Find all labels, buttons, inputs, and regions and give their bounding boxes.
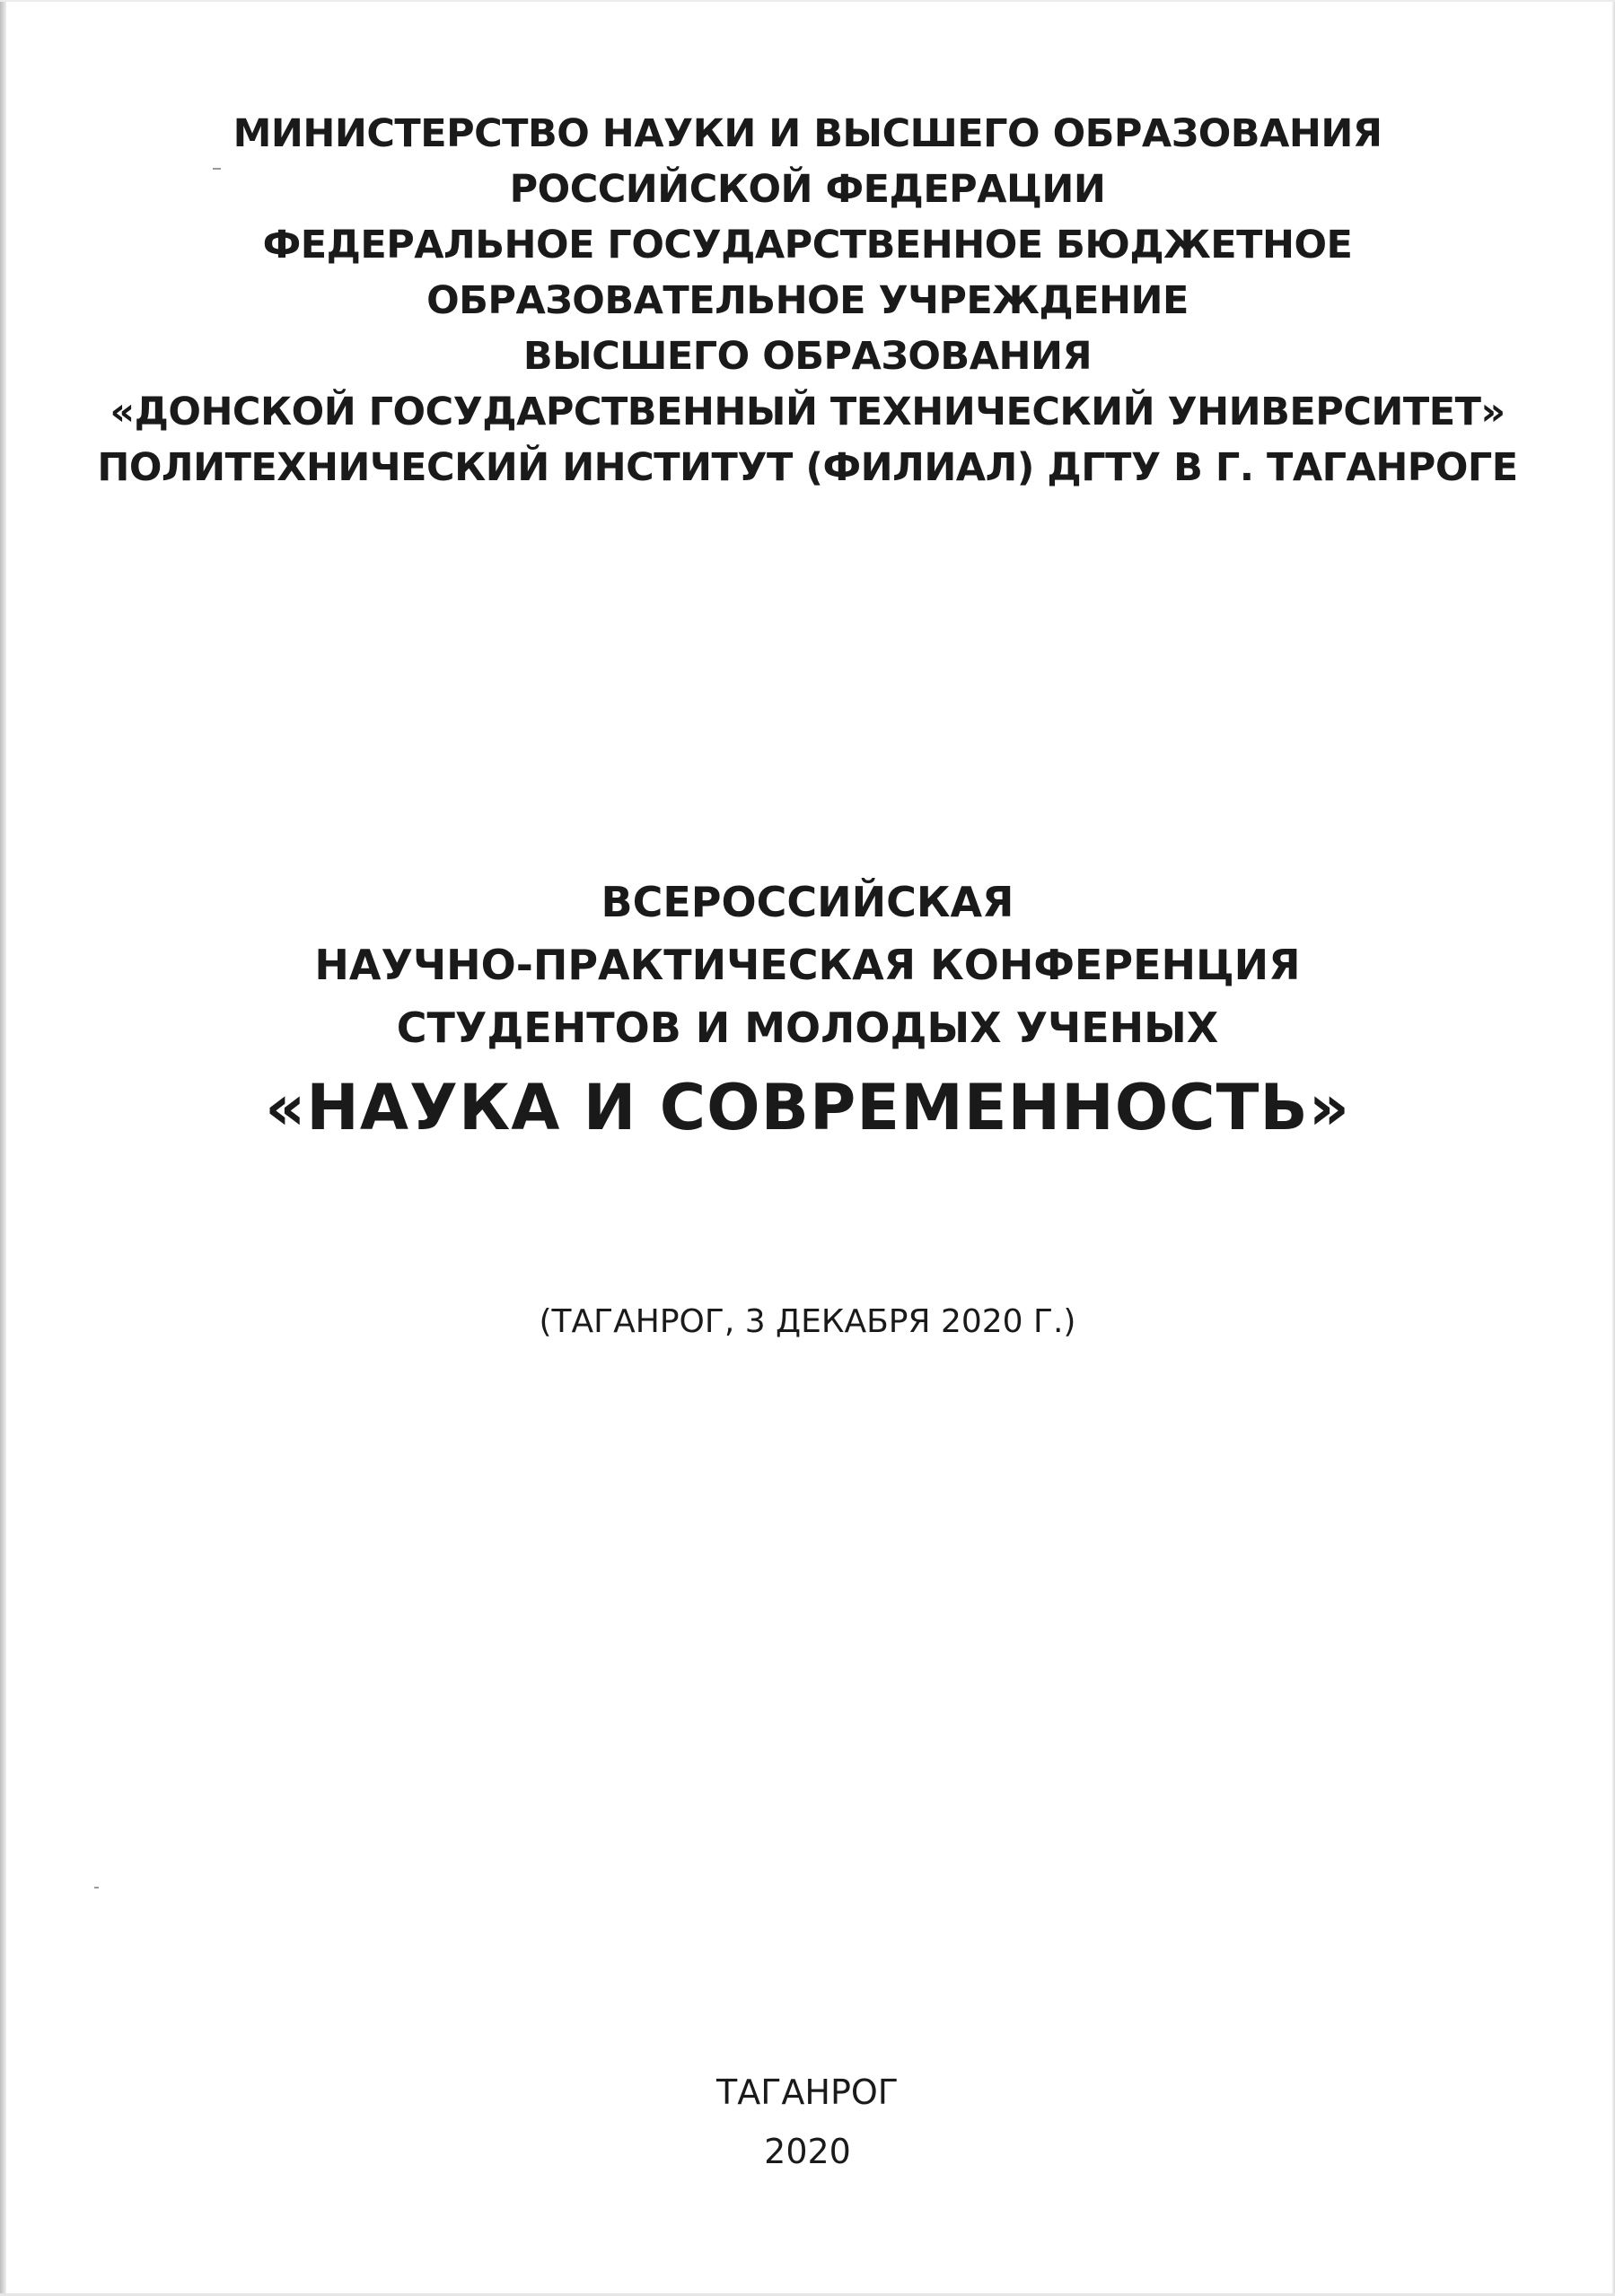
footer-city: ТАГАНРОГ — [716, 2073, 899, 2112]
header-line-polytechnic-institute: ПОЛИТЕХНИЧЕСКИЙ ИНСТИТУТ (ФИЛИАЛ) ДГТУ В Г. ТАГАНРОГЕ — [97, 445, 1518, 490]
header-line-ministry: МИНИСТЕРСТВО НАУКИ И ВЫСШЕГО ОБРАЗОВАНИЯ — [233, 111, 1382, 156]
header-line-federation: РОССИЙСКОЙ ФЕДЕРАЦИИ — [509, 167, 1106, 212]
institution-header — [0, 106, 1615, 495]
conference-line-audience: СТУДЕНТОВ И МОЛОДЫХ УЧЕНЫХ — [396, 1003, 1219, 1052]
header-line-university: «ДОНСКОЙ ГОСУДАРСТВЕННЫЙ ТЕХНИЧЕСКИЙ УНИВЕРСИТЕТ» — [110, 390, 1505, 434]
conference-line-type: НАУЧНО-ПРАКТИЧЕСКАЯ КОНФЕРЕНЦИЯ — [314, 941, 1301, 989]
header-line-educational-institution: ОБРАЗОВАТЕЛЬНОЕ УЧРЕЖДЕНИЕ — [426, 278, 1189, 323]
conference-title: «НАУКА И СОВРЕМЕННОСТЬ» — [265, 1071, 1350, 1144]
publication-footer — [0, 2063, 1615, 2181]
scan-speck — [94, 1887, 99, 1889]
header-line-higher-education: ВЫСШЕГО ОБРАЗОВАНИЯ — [522, 334, 1093, 379]
scan-top-edge — [0, 0, 1615, 2]
conference-date — [0, 1300, 1615, 1345]
conference-date-text: (ТАГАНРОГ, 3 ДЕКАБРЯ 2020 Г.) — [539, 1303, 1076, 1340]
header-line-federal-budget: ФЕДЕРАЛЬНОЕ ГОСУДАРСТВЕННОЕ БЮДЖЕТНОЕ — [262, 223, 1353, 267]
conference-line-all-russian: ВСЕРОССИЙСКАЯ — [601, 878, 1014, 926]
footer-year: 2020 — [764, 2132, 851, 2171]
conference-block — [0, 871, 1615, 1151]
